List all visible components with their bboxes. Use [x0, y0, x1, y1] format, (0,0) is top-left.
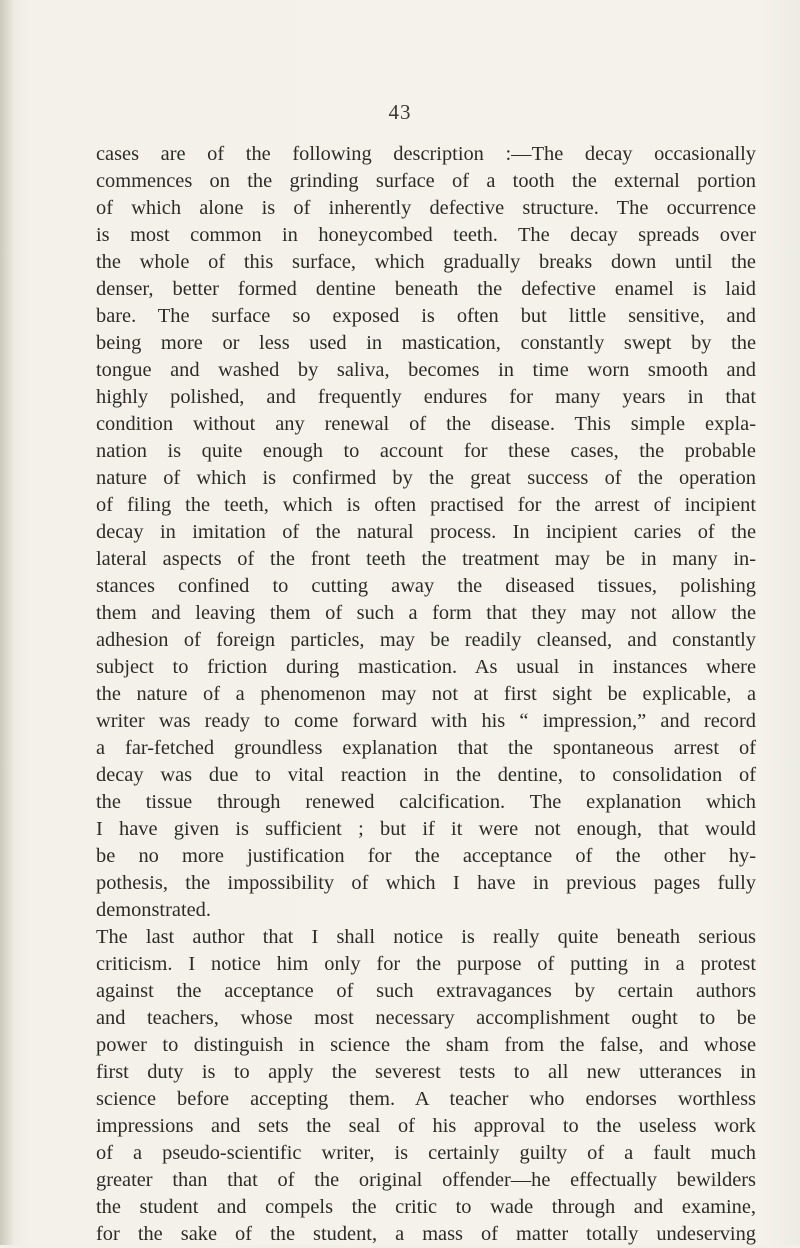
text-line: I have given is sufficient ; but if it were not enough, that would	[96, 818, 756, 840]
text-line: lateral aspects of the front teeth the treatment may be in many in-	[96, 548, 756, 570]
text-line: being more or less used in mastication, constantly swept by the	[96, 332, 756, 354]
text-line: of filing the teeth, which is often practised for the arrest of incipient	[96, 494, 756, 516]
text-line: for the sake of the student, a mass of matter totally undeserving	[96, 1223, 756, 1245]
text-line: is most common in honeycombed teeth. The decay spreads over	[96, 224, 756, 246]
text-line: condition without any renewal of the disease. This simple expla-	[96, 413, 756, 435]
text-line: be no more justification for the acceptance of the other hy-	[96, 845, 756, 867]
text-line: the whole of this surface, which gradually breaks down until the	[96, 251, 756, 273]
text-line: cases are of the following description :—The decay occasionally	[96, 143, 756, 165]
text-line: tongue and washed by saliva, becomes in time worn smooth and	[96, 359, 756, 381]
text-line: of which alone is of inherently defective structure. The occurrence	[96, 197, 756, 219]
text-line: nation is quite enough to account for these cases, the probable	[96, 440, 756, 462]
text-line: highly polished, and frequently endures for many years in that	[96, 386, 756, 408]
text-line: pothesis, the impossibility of which I have in previous pages fully	[96, 872, 756, 894]
text-line: writer was ready to come forward with his “ impression,” and record	[96, 710, 756, 732]
text-line: nature of which is confirmed by the great success of the operation	[96, 467, 756, 489]
text-line: criticism. I notice him only for the purpose of putting in a protest	[96, 953, 756, 975]
text-line: power to distinguish in science the sham from the false, and whose	[96, 1034, 756, 1056]
text-line: stances confined to cutting away the diseased tissues, polishing	[96, 575, 756, 597]
text-line: against the acceptance of such extravagances by certain authors	[96, 980, 756, 1002]
text-line: subject to friction during mastication. As usual in instances where	[96, 656, 756, 678]
text-line: The last author that I shall notice is really quite beneath serious	[96, 926, 756, 948]
text-line: the nature of a phenomenon may not at first sight be explicable, a	[96, 683, 756, 705]
text-line: adhesion of foreign particles, may be readily cleansed, and constantly	[96, 629, 756, 651]
text-line: decay in imitation of the natural process. In incipient caries of the	[96, 521, 756, 543]
text-line: of a pseudo-scientific writer, is certainly guilty of a fault much	[96, 1142, 756, 1164]
text-line: and teachers, whose most necessary accomplishment ought to be	[96, 1007, 756, 1029]
text-line: denser, better formed dentine beneath the defective enamel is laid	[96, 278, 756, 300]
text-line: greater than that of the original offender—he effectually bewilders	[96, 1169, 756, 1191]
text-line: science before accepting them. A teacher who endorses worthless	[96, 1088, 756, 1110]
page-number: 43	[388, 100, 412, 124]
text-line: demonstrated.	[96, 899, 211, 921]
text-line: impressions and sets the seal of his approval to the useless work	[96, 1115, 756, 1137]
page-gutter-shadow	[0, 0, 14, 1245]
text-line: them and leaving them of such a form that they may not allow the	[96, 602, 756, 624]
text-line: first duty is to apply the severest tests to all new utterances in	[96, 1061, 756, 1083]
text-line: a far-fetched groundless explanation that the spontaneous arrest of	[96, 737, 756, 759]
text-line: bare. The surface so exposed is often but little sensitive, and	[96, 305, 756, 327]
text-line: commences on the grinding surface of a tooth the external portion	[96, 170, 756, 192]
text-line: the student and compels the critic to wade through and examine,	[96, 1196, 756, 1218]
body-text	[96, 141, 756, 1248]
text-line: the tissue through renewed calcification. The explanation which	[96, 791, 756, 813]
text-line: decay was due to vital reaction in the dentine, to consolidation of	[96, 764, 756, 786]
